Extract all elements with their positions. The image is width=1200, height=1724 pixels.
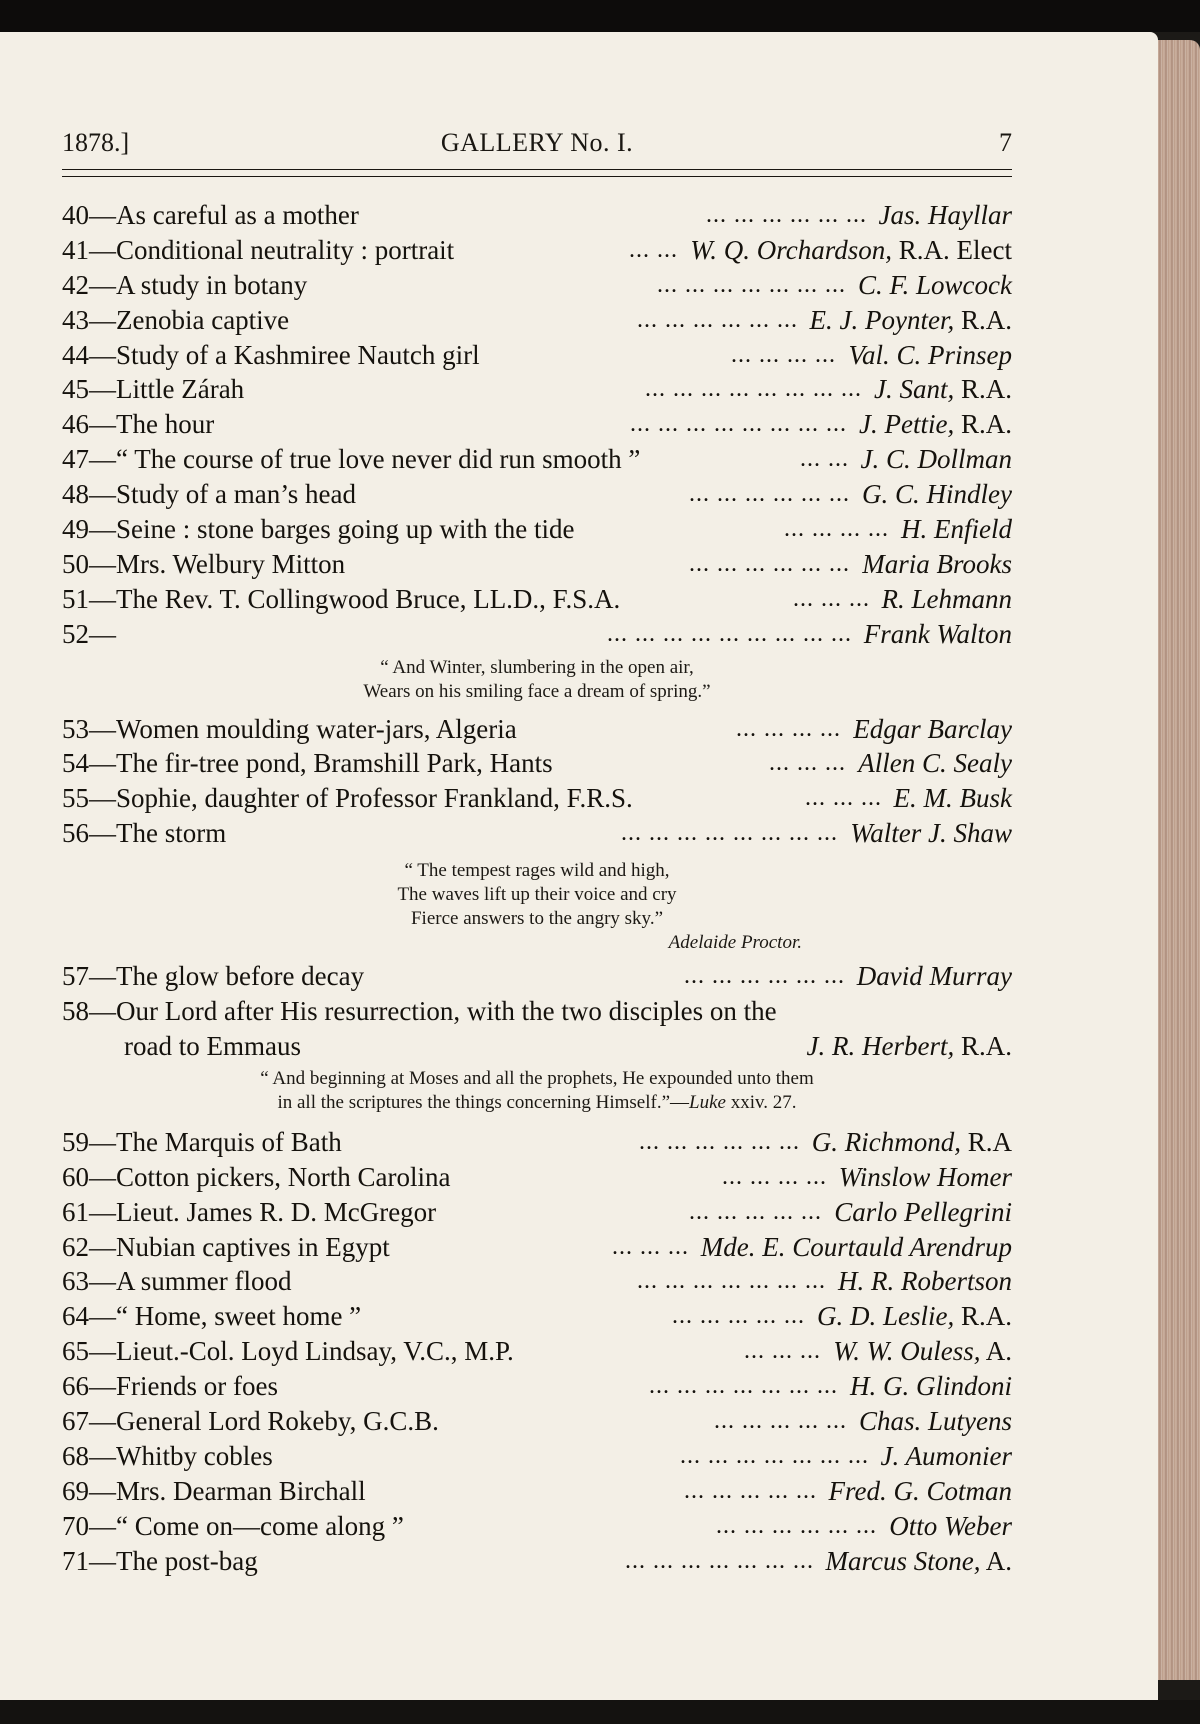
entry-row: [62, 1334, 1012, 1369]
entry-title: 49—Seine : stone barges going up with the tide: [62, 514, 575, 545]
quote-line: “ And Winter, slumbering in the open air,: [380, 656, 694, 678]
entry-title: 53—Women moulding water-jars, Algeria: [62, 713, 517, 744]
entry-row: [62, 1299, 1012, 1334]
entry-artist: David Murray: [856, 961, 1012, 992]
page-number: 7: [999, 128, 1012, 157]
entry-row: [62, 781, 1012, 816]
entry-row: [62, 477, 1012, 512]
entry-title: 45—Little Zárah: [62, 374, 245, 405]
entry-artist: E. J. Poynter, R.A.: [809, 304, 1012, 335]
dot-leader: ... ... ... ... ... ...: [706, 202, 867, 228]
dot-leader: ... ... ... ... ... ...: [716, 1512, 877, 1539]
quote-line: The waves lift up their voice and cry: [397, 884, 677, 906]
entry-artist: J. C. Dollman: [860, 444, 1012, 475]
catalogue-entries: [62, 198, 1012, 1579]
entry-title: 54—The fir-tree pond, Bramshill Park, Hants: [62, 748, 553, 779]
entry-artist: Winslow Homer: [838, 1161, 1012, 1192]
dot-leader: ... ... ... ... ... ...: [689, 481, 850, 508]
entry-title: 52—: [62, 618, 116, 649]
entry-row: [62, 407, 1012, 442]
entry-title: 61—Lieut. James R. D. McGregor: [62, 1196, 437, 1227]
entry-row: [62, 1160, 1012, 1195]
entry-row-58-continued: [62, 1029, 1012, 1063]
entry-title: 70—“ Come on—come along ”: [62, 1510, 404, 1541]
entry-title: 41—Conditional neutrality : portrait: [62, 234, 455, 265]
entry-row: [62, 1230, 1012, 1265]
scan-bottom-border: [0, 1700, 1200, 1724]
quote-line: Fierce answers to the angry sky.”: [410, 908, 664, 930]
dot-leader: ... ... ... ...: [722, 1163, 827, 1190]
entry-artist: Fred. G. Cotman: [828, 1475, 1012, 1506]
entry-title: 42—A study in botany: [62, 269, 308, 300]
entry-row: [62, 617, 1012, 652]
entry-artist: Walter J. Shaw: [850, 818, 1012, 849]
dot-leader: ... ... ... ... ... ... ...: [637, 1268, 826, 1295]
entry-artist: J. Aumonier: [880, 1440, 1012, 1471]
entry-artist: Marcus Stone, A.: [825, 1545, 1012, 1576]
quote-entry-52: [62, 656, 1012, 704]
quote-attribution: Adelaide Proctor.: [668, 932, 802, 954]
entry-row: [62, 198, 1012, 233]
dot-leader: ... ... ... ... ...: [714, 1408, 847, 1435]
entry-group: [62, 712, 1012, 852]
entry-row: [62, 959, 1012, 994]
entry-group: [62, 1125, 1012, 1579]
quote-line: “ And beginning at Moses and all the prophets, He expounded unto them: [260, 1067, 814, 1089]
dot-leader: ... ... ... ... ... ...: [637, 306, 798, 333]
dot-leader: ... ... ... ... ... ... ... ...: [645, 376, 862, 403]
entry-row: [62, 816, 1012, 851]
entry-artist: H. R. Robertson: [838, 1266, 1012, 1297]
quote-entry-56: [62, 859, 1012, 955]
entry-title: 46—The hour: [62, 409, 215, 440]
entry-row: [62, 1125, 1012, 1160]
dot-leader: ... ... ... ...: [784, 516, 889, 543]
entry-title: 43—Zenobia captive: [62, 304, 290, 335]
entry-title: 58—Our Lord after His resurrection, with the two disciples on the: [62, 996, 777, 1027]
dot-leader: ... ... ... ... ... ...: [639, 1128, 800, 1155]
entry-artist: J. Sant, R.A.: [873, 374, 1012, 405]
dot-leader: ... ... ... ... ... ... ... ... ...: [607, 620, 852, 647]
dot-leader: ... ... ...: [805, 785, 882, 812]
entry-artist: J. R. Herbert, R.A.: [806, 1030, 1012, 1061]
entry-title: 47—“ The course of true love never did run smooth ”: [62, 444, 641, 475]
entry-artist: H. G. Glindoni: [850, 1371, 1012, 1402]
entry-title: 40—As careful as a mother: [62, 200, 359, 230]
entry-row: [62, 1439, 1012, 1474]
entry-row: [62, 442, 1012, 477]
dot-leader: ... ... ... ... ... ... ...: [625, 1547, 814, 1574]
entry-artist: Otto Weber: [889, 1510, 1012, 1541]
dot-leader: ... ... ... ... ... ...: [684, 963, 845, 990]
entry-artist: G. D. Leslie, R.A.: [816, 1301, 1012, 1332]
entry-row: [62, 303, 1012, 338]
entry-title: 65—Lieut.-Col. Loyd Lindsay, V.C., M.P.: [62, 1336, 514, 1367]
dot-leader: ... ... ... ... ... ... ...: [657, 271, 846, 298]
entry-artist: R. Lehmann: [881, 583, 1012, 614]
entry-artist: Maria Brooks: [862, 548, 1012, 579]
dot-leader: ... ... ...: [769, 750, 846, 777]
dot-leader: ... ... ... ... ... ...: [689, 550, 850, 577]
dot-leader: ... ... ...: [744, 1338, 821, 1365]
dot-leader: ... ... ...: [793, 585, 870, 612]
quote-entry-58: [62, 1067, 1012, 1115]
entry-artist: Frank Walton: [863, 618, 1012, 649]
running-head-year: 1878.]: [62, 128, 130, 157]
entry-row: [62, 512, 1012, 547]
entry-row: [62, 1404, 1012, 1439]
entry-row: [62, 712, 1012, 747]
entry-title: 63—A summer flood: [62, 1266, 292, 1297]
entry-group: [62, 959, 1012, 994]
entry-title: 59—The Marquis of Bath: [62, 1126, 342, 1157]
entry-title: 57—The glow before decay: [62, 961, 365, 992]
dot-leader: ... ... ... ... ... ... ...: [649, 1373, 838, 1400]
entry-title: 55—Sophie, daughter of Professor Frankland, F.R.S.: [62, 783, 633, 814]
entry-row: [62, 233, 1012, 268]
entry-artist: H. Enfield: [901, 514, 1012, 545]
entry-artist: C. F. Lowcock: [858, 269, 1012, 300]
entry-artist: Mde. E. Courtauld Arendrup: [700, 1231, 1012, 1262]
dot-leader: ... ... ... ... ...: [672, 1303, 805, 1330]
dot-leader: ... ... ... ...: [731, 341, 836, 368]
entry-title: 48—Study of a man’s head: [62, 479, 356, 510]
entry-row: [62, 1509, 1012, 1544]
entry-row-58: [62, 994, 1012, 1029]
entry-artist: E. M. Busk: [893, 783, 1012, 814]
entry-row: [62, 1264, 1012, 1299]
dot-leader: ... ... ...: [612, 1233, 689, 1260]
dot-leader: ... ...: [800, 446, 849, 473]
running-head-section: GALLERY No. I.: [440, 128, 634, 157]
entry-row: [62, 547, 1012, 582]
entry-artist: G. Richmond, R.A: [811, 1126, 1012, 1157]
entry-artist: W. Q. Orchardson, R.A. Elect: [690, 234, 1012, 265]
head-rule-upper: [62, 169, 1012, 170]
entry-row: [62, 1544, 1012, 1579]
entry-row: [62, 372, 1012, 407]
entry-artist: Edgar Barclay: [853, 713, 1012, 744]
running-head: [62, 128, 1012, 164]
entry-title: 67—General Lord Rokeby, G.C.B.: [62, 1406, 439, 1437]
dot-leader: ... ... ... ... ... ... ... ...: [621, 820, 838, 847]
entry-row: [62, 582, 1012, 617]
entry-title: 71—The post-bag: [62, 1545, 258, 1576]
dot-leader: ... ... ... ... ...: [684, 1477, 817, 1504]
entry-row: [62, 746, 1012, 781]
dot-leader: ... ... ... ... ... ... ... ...: [630, 411, 847, 438]
dot-leader: ... ...: [629, 236, 678, 263]
entry-group: [62, 198, 1012, 652]
entry-artist: W. W. Ouless, A.: [833, 1336, 1012, 1367]
entry-artist: Chas. Lutyens: [858, 1406, 1012, 1437]
head-rule-lower: [62, 176, 1012, 177]
entry-row: [62, 1474, 1012, 1509]
entry-title: 51—The Rev. T. Collingwood Bruce, LL.D., F.S.A.: [62, 583, 621, 614]
scan-top-border: [0, 0, 1200, 32]
entry-artist: J. Pettie, R.A.: [859, 409, 1012, 440]
entry-title: 66—Friends or foes: [62, 1371, 278, 1402]
quote-line: “ The tempest rages wild and high,: [404, 860, 670, 882]
entry-title-continued: road to Emmaus: [124, 1030, 301, 1061]
entry-row: [62, 1195, 1012, 1230]
entry-title: 44—Study of a Kashmiree Nautch girl: [62, 339, 480, 370]
dot-leader: ... ... ... ... ...: [689, 1198, 822, 1225]
entry-row: [62, 268, 1012, 303]
quote-line: Wears on his smiling face a dream of spring.”: [363, 680, 711, 702]
entry-title: 64—“ Home, sweet home ”: [62, 1301, 362, 1332]
entry-artist: Jas. Hayllar: [878, 200, 1012, 230]
entry-row: [62, 1369, 1012, 1404]
entry-title: 60—Cotton pickers, North Carolina: [62, 1161, 451, 1192]
entry-artist: Val. C. Prinsep: [848, 339, 1012, 370]
dot-leader: ... ... ... ...: [736, 715, 841, 742]
entry-artist: Carlo Pellegrini: [834, 1196, 1012, 1227]
dot-leader: ... ... ... ... ... ... ...: [680, 1442, 869, 1469]
entry-artist: G. C. Hindley: [862, 479, 1012, 510]
quote-line: in all the scriptures the things concerning Himself.”—Luke xxiv. 27.: [277, 1091, 797, 1113]
entry-row: [62, 338, 1012, 373]
entry-title: 68—Whitby cobles: [62, 1440, 273, 1471]
entry-title: 69—Mrs. Dearman Birchall: [62, 1475, 366, 1506]
entry-title: 50—Mrs. Welbury Mitton: [62, 548, 346, 579]
entry-title: 62—Nubian captives in Egypt: [62, 1231, 390, 1262]
entry-artist: Allen C. Sealy: [858, 748, 1012, 779]
entry-title: 56—The storm: [62, 818, 227, 849]
